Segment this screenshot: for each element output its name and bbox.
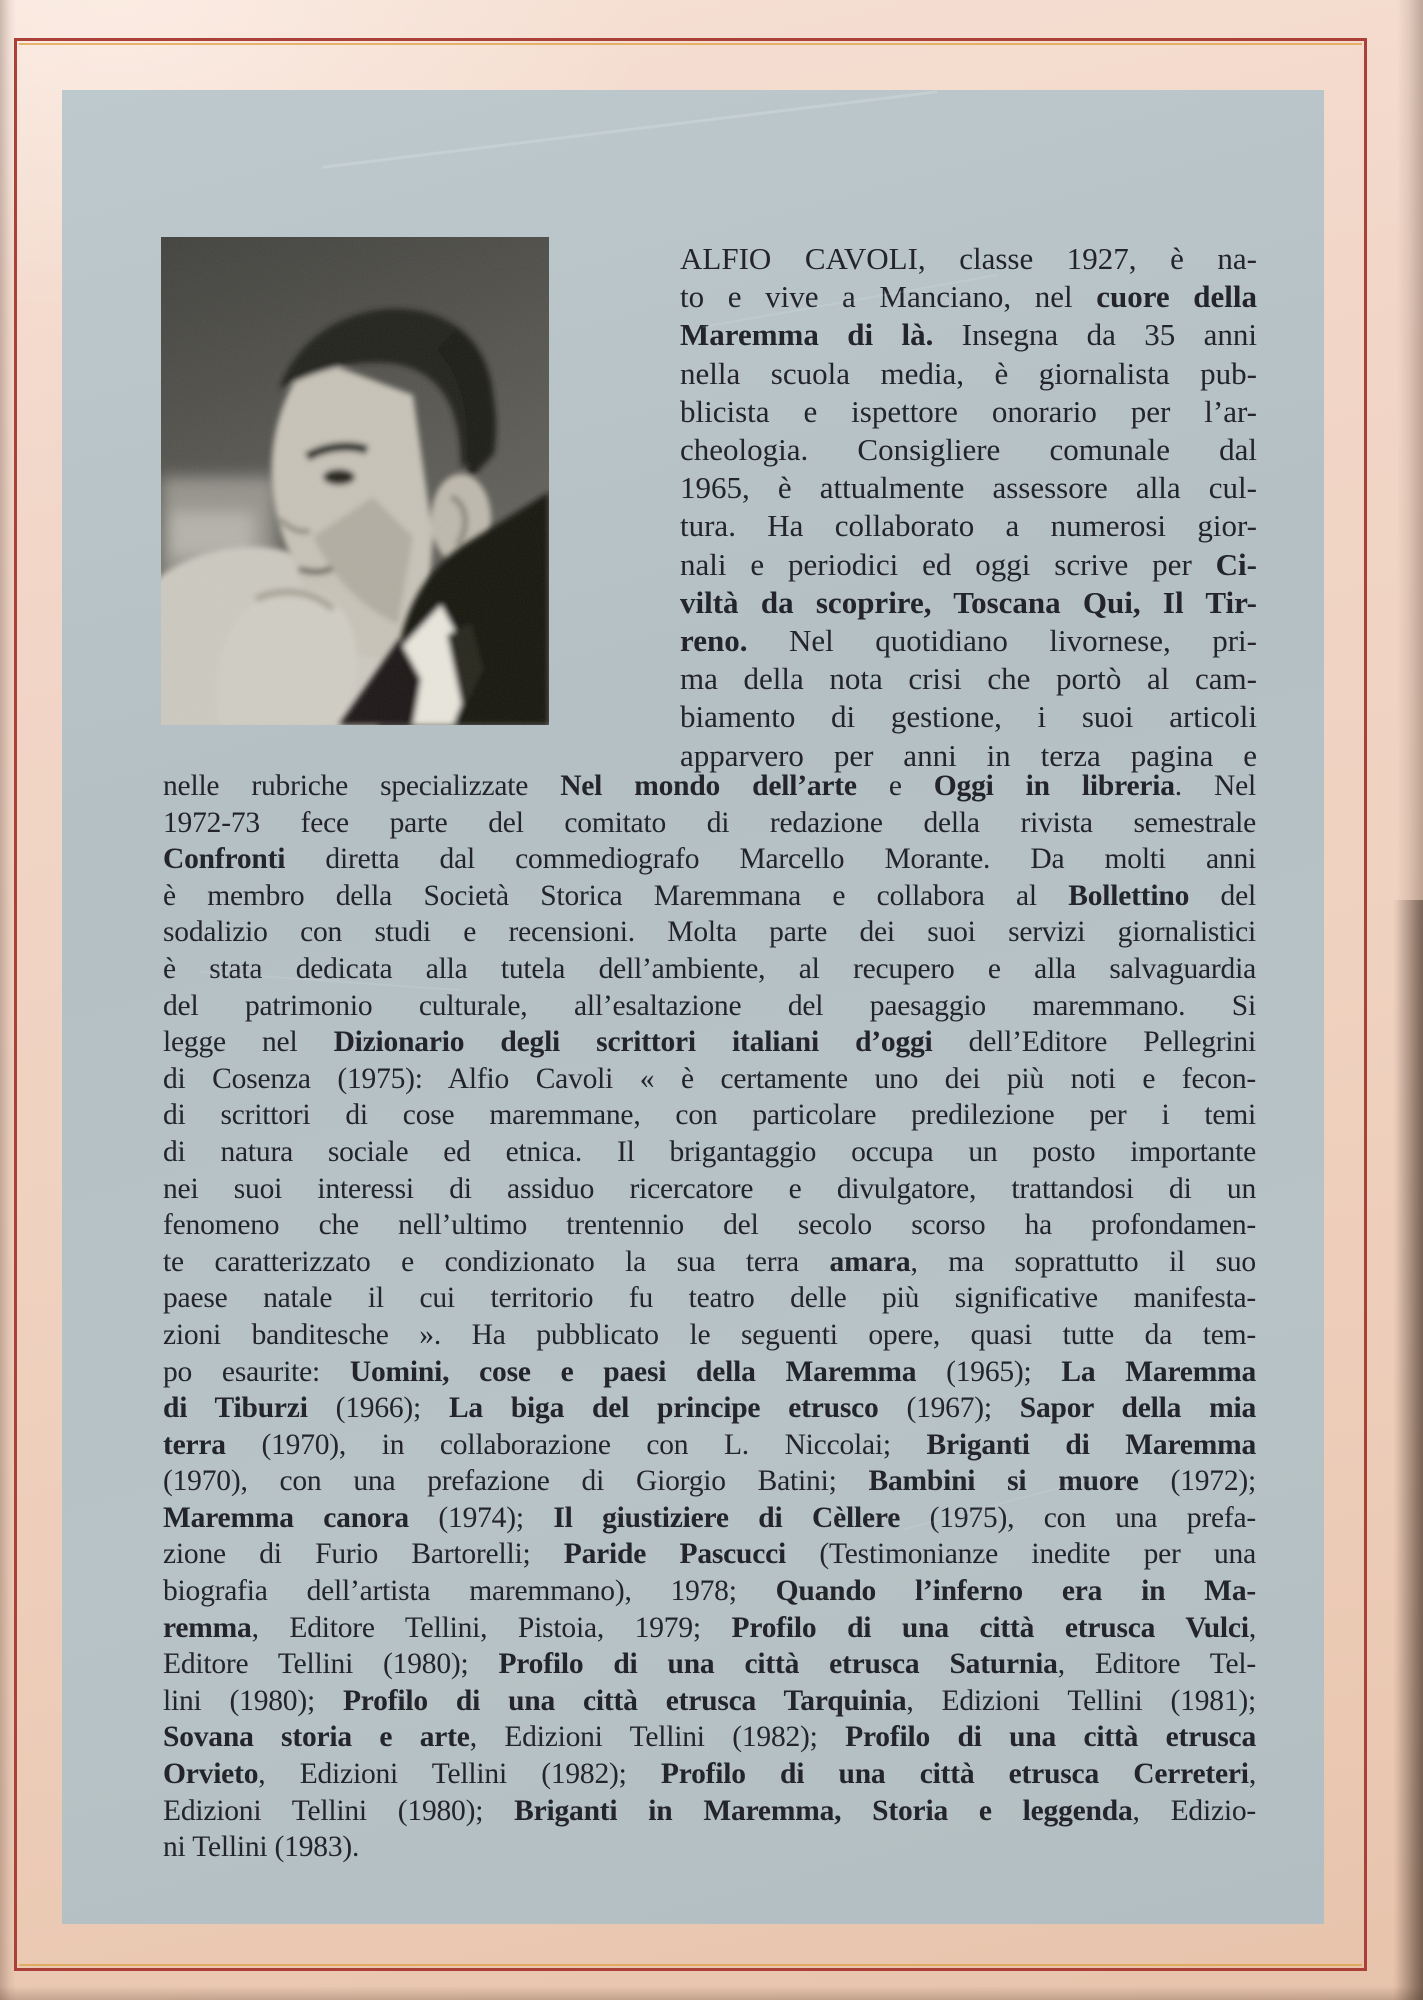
text-line: biamento di gestione, i suoi articoli bbox=[680, 699, 1257, 735]
book-edge-shadow-right-lower bbox=[1393, 900, 1423, 2000]
text-line: (1970), con una prefazione di Giorgio Batini; Bambini si muore (1972); bbox=[163, 1465, 1257, 1498]
text-line: Orvieto, Edizioni Tellini (1982); Profilo di una città etrusca Cerreteri, bbox=[163, 1758, 1256, 1791]
text-line: Sovana storia e arte, Edizioni Tellini (1982); Profilo di una città etrusca bbox=[163, 1721, 1256, 1754]
text-line: Edizioni Tellini (1980); Briganti in Maremma, Storia e leggenda, Edizio- bbox=[163, 1794, 1257, 1827]
text-line: reno. Nel quotidiano livornese, pri- bbox=[680, 623, 1257, 659]
text-line: ma della nota crisi che portò al cam- bbox=[680, 661, 1257, 697]
text-line: di Tiburzi (1966); La biga del principe etrusco (1967); Sapor della mia bbox=[163, 1392, 1257, 1425]
text-line: nella scuola media, è giornalista pub- bbox=[680, 355, 1257, 391]
text-line: po esaurite: Uomini, cose e paesi della Maremma (1965); La Maremma bbox=[163, 1355, 1256, 1388]
text-line: zioni banditesche ». Ha pubblicato le seguenti opere, quasi tutte da tem- bbox=[163, 1318, 1256, 1351]
text-line: 1965, è attualmente assessore alla cul- bbox=[680, 470, 1257, 506]
text-line: ni Tellini (1983). bbox=[163, 1831, 360, 1864]
text-line: Maremma di là. Insegna da 35 anni bbox=[680, 317, 1257, 353]
text-line: di natura sociale ed etnica. Il brigantaggio occupa un posto importante bbox=[163, 1135, 1256, 1168]
text-line: nelle rubriche specializzate Nel mondo dell’arte e Oggi in libreria. Nel bbox=[163, 770, 1256, 802]
author-bio-body bbox=[163, 768, 1256, 1866]
text-line: biografia dell’artista maremmano), 1978; Quando l’inferno era in Ma- bbox=[163, 1575, 1256, 1608]
text-line: blicista e ispettore onorario per l’ar- bbox=[680, 393, 1257, 429]
portrait-illustration bbox=[161, 237, 549, 725]
text-line: tura. Ha collaborato a numerosi gior- bbox=[680, 508, 1257, 544]
text-line: è stata dedicata alla tutela dell’ambiente, al recupero e alla salvaguardia bbox=[163, 952, 1256, 985]
author-bio-column bbox=[680, 240, 1257, 775]
text-line: 1972-73 fece parte del comitato di redazione della rivista semestrale bbox=[163, 806, 1256, 839]
text-line: paese natale il cui territorio fu teatro delle più significative manifesta- bbox=[163, 1282, 1256, 1315]
text-line: di scrittori di cose maremmane, con particolare predilezione per i temi bbox=[163, 1099, 1256, 1132]
text-line: Editore Tellini (1980); Profilo di una città etrusca Saturnia, Editore Tel- bbox=[163, 1648, 1256, 1681]
author-photo bbox=[161, 237, 549, 725]
text-line: to e vive a Manciano, nel cuore della bbox=[680, 279, 1257, 315]
text-line: fenomeno che nell’ultimo trentennio del secolo scorso ha profondamen- bbox=[163, 1209, 1256, 1242]
inner-panel bbox=[62, 90, 1324, 1924]
text-line: del patrimonio culturale, all’esaltazione del paesaggio maremmano. Si bbox=[163, 989, 1256, 1022]
text-line: lini (1980); Profilo di una città etrusca Tarquinia, Edizioni Tellini (1981); bbox=[163, 1684, 1256, 1717]
text-line: zione di Furio Bartorelli; Paride Pascucci (Testimonianze inedite per una bbox=[163, 1538, 1256, 1571]
text-line: di Cosenza (1975): Alfio Cavoli « è certamente uno dei più noti e fecon- bbox=[163, 1062, 1256, 1095]
text-line: terra (1970), in collaborazione con L. Niccolai; Briganti di Maremma bbox=[163, 1428, 1256, 1461]
text-line: Maremma canora (1974); Il giustiziere di Cèllere (1975), con una prefa- bbox=[163, 1501, 1256, 1534]
text-line: ALFIO CAVOLI, classe 1927, è na- bbox=[680, 241, 1257, 276]
text-line: te caratterizzato e condizionato la sua terra amara, ma soprattutto il suo bbox=[163, 1245, 1256, 1278]
text-line: remma, Editore Tellini, Pistoia, 1979; Profilo di una città etrusca Vulci, bbox=[163, 1611, 1256, 1644]
text-line: apparvero per anni in terza pagina e bbox=[680, 737, 1257, 773]
text-line: legge nel Dizionario degli scrittori italiani d’oggi dell’Editore Pellegrini bbox=[163, 1026, 1256, 1059]
book-edge-shadow-left bbox=[0, 0, 16, 2000]
book-edge-shadow-bottom bbox=[0, 1986, 1423, 2000]
text-line: nali e periodici ed oggi scrive per Ci- bbox=[680, 546, 1257, 582]
text-line: Confronti diretta dal commediografo Marcello Morante. Da molti anni bbox=[163, 843, 1256, 876]
text-line: cheologia. Consigliere comunale dal bbox=[680, 432, 1257, 468]
text-line: viltà da scoprire, Toscana Qui, Il Tir- bbox=[680, 584, 1257, 620]
text-line: nei suoi interessi di assiduo ricercatore e divulgatore, trattandosi di un bbox=[163, 1172, 1256, 1205]
text-line: è membro della Società Storica Maremmana e collabora al Bollettino del bbox=[163, 879, 1256, 912]
text-line: sodalizio con studi e recensioni. Molta parte dei suoi servizi giornalistici bbox=[163, 916, 1256, 949]
